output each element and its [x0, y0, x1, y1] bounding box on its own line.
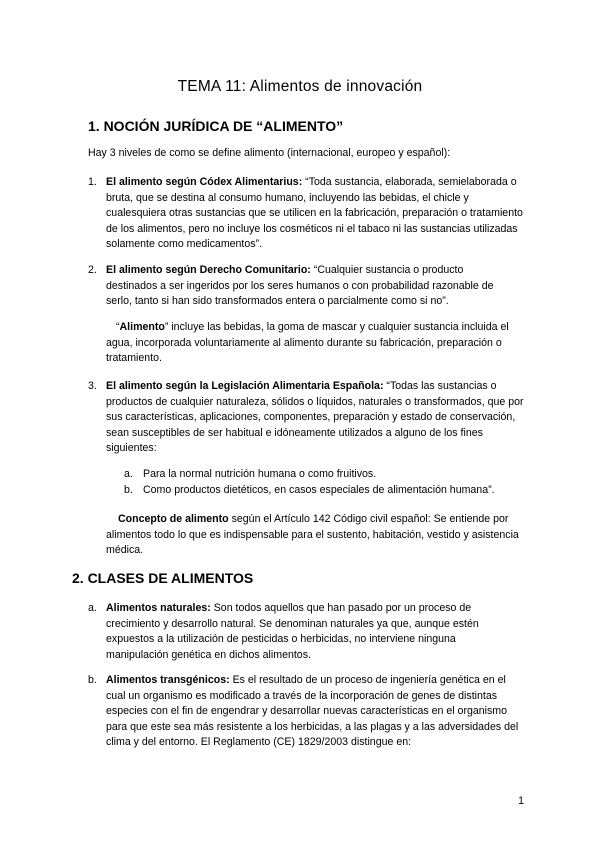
list-marker: a.	[88, 602, 97, 614]
list-item-codex	[106, 175, 526, 253]
page-title: TEMA 11: Alimentos de innovación	[177, 78, 423, 95]
list-marker: b.	[88, 674, 97, 686]
note-bold: Alimento	[119, 321, 165, 333]
list-item-text: “Todas las sustancias o productos de cualquier naturaleza, sólidos o líquidos, naturales o transformados, que por sus características, aplicaciones, componentes, preparación y estado de conservación, sean susceptibles de ser habitual e idóneamente utilizados a alguno de los fines siguientes:	[106, 380, 524, 455]
section-1-heading: 1. NOCIÓN JURÍDICA DE “ALIMENTO”	[88, 118, 344, 134]
concept-bold: Concepto de alimento	[118, 513, 229, 525]
concept-text: según el Artículo 142 Código civil español: Se entiende por alimentos todo lo que es indispensable para el sustento, habitación, vestido y asistencia médica.	[106, 513, 519, 557]
list-item-legislacion-espanola	[106, 379, 526, 457]
list-item-alimentos-naturales	[106, 601, 518, 663]
list-marker: 3.	[88, 380, 97, 392]
list-item-text: Es el resultado de un proceso de ingeniería genética en el cual un organismo es modificado a través de la incorporación de genes de distintas especies con el fin de engendrar y desarrollar nuevas características en el organismo para que este sea más resistente a los herbicidas, a las plagas y a las adversidades del clima y del entorno. El Reglamento (CE) 1829/2003 distingue en:	[106, 674, 519, 749]
list-item-label: El alimento según Derecho Comunitario:	[106, 264, 311, 276]
section-1-intro: Hay 3 niveles de como se define alimento (internacional, europeo y español):	[88, 147, 451, 159]
list-item-text: “Toda sustancia, elaborada, semielaborada o bruta, que se destina al consumo humano, incluyendo las bebidas, el chicle y cualesquiera otras sustancias que se utilicen en la fabricación, preparación o tratamiento de los alimentos, pero no incluye los cosméticos ni el tabaco ni las sustancias utilizadas solamente como medicamentos”.	[106, 176, 523, 251]
page-number: 1	[518, 795, 524, 807]
alimento-note	[106, 320, 526, 367]
list-item-text: Son todos aquellos que han pasado por un proceso de crecimiento y desarrollo natural. Se denominan naturales ya que, aunque estén expuestos a la utilización de pesticidas o herbicidas, no interviene ninguna manipulación genética en dichos alimentos.	[106, 602, 479, 661]
list-item-label: El alimento según Códex Alimentarius:	[106, 176, 303, 188]
sublist-marker: a.	[124, 468, 133, 480]
note-quote: “	[116, 321, 120, 333]
note-text: ” incluye las bebidas, la goma de mascar y cualquier sustancia incluida el agua, incorporada voluntariamente al alimento durante su fabricación, preparación o tratamiento.	[106, 321, 509, 365]
list-marker: 2.	[88, 264, 97, 276]
sublist-marker: b.	[124, 484, 133, 496]
sublist-item: Como productos dietéticos, en casos especiales de alimentación humana”.	[143, 484, 495, 496]
concepto-alimento-paragraph	[106, 512, 528, 559]
list-item-text: “Cualquier sustancia o producto destinados a ser ingeridos por los seres humanos o con probabilidad razonable de serlo, tanto si han sido transformados entera o parcialmente como si no”.	[106, 264, 494, 308]
list-item-label: El alimento según la Legislación Alimentaria Española:	[106, 380, 384, 392]
list-item-label: Alimentos naturales:	[106, 602, 211, 614]
list-item-label: Alimentos transgénicos:	[106, 674, 230, 686]
sublist-item: Para la normal nutrición humana o como fruitivos.	[143, 468, 377, 480]
list-item-derecho-comunitario	[106, 263, 516, 310]
list-item-alimentos-transgenicos	[106, 673, 528, 751]
section-2-heading: 2. CLASES DE ALIMENTOS	[72, 570, 254, 586]
list-marker: 1.	[88, 176, 97, 188]
